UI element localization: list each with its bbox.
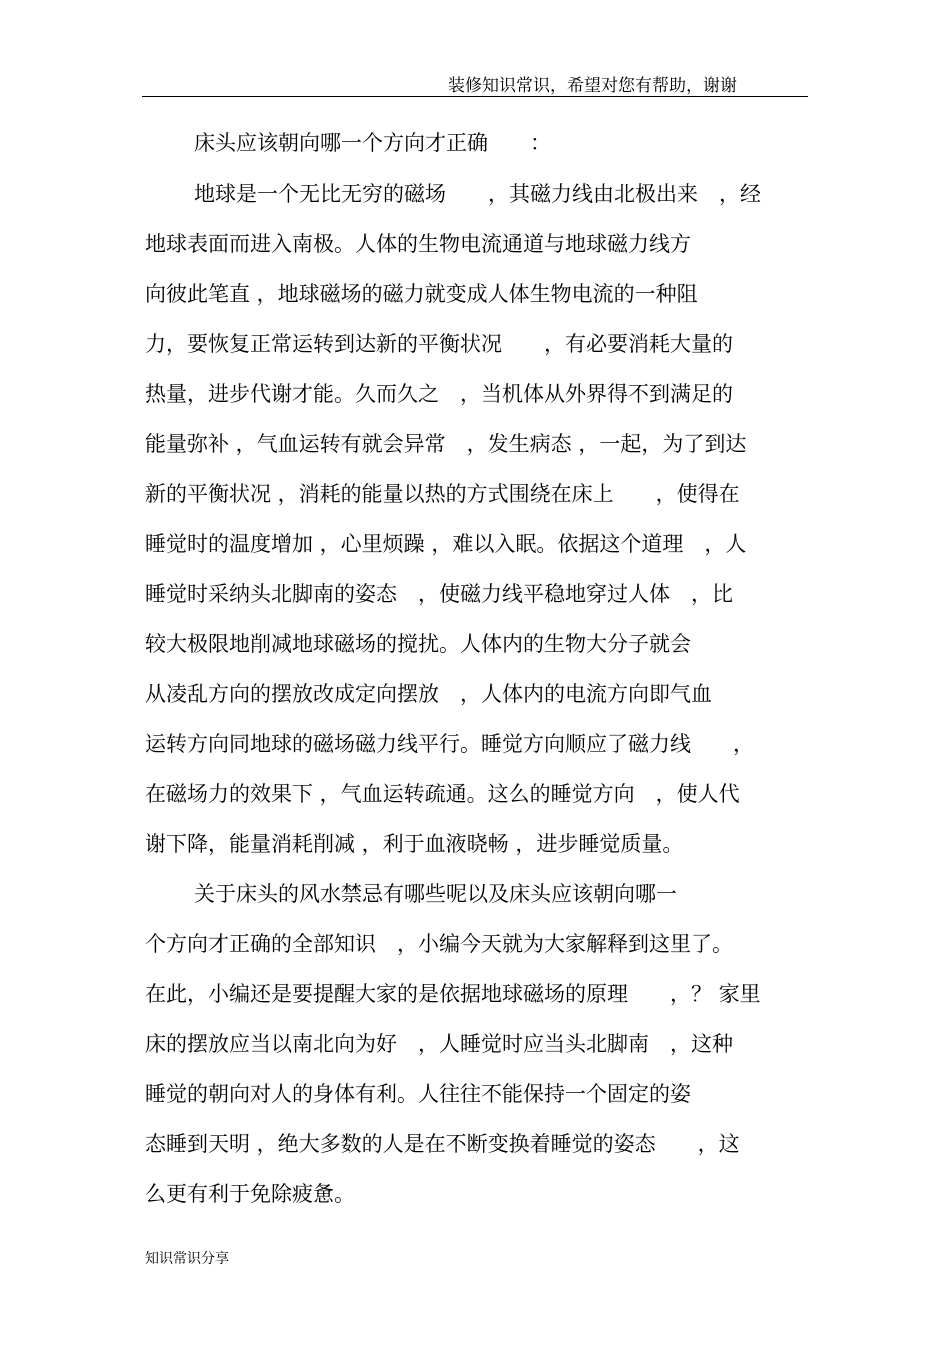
- body-line: 态睡到天明 ，绝大多数的人是在不断变换着睡觉的姿态 ，这: [145, 1132, 740, 1156]
- body-line: 床头应该朝向哪一个方向才正确 ：: [194, 131, 551, 155]
- body-line: 睡觉的朝向对人的身体有利。人往往不能保持一个固定的姿: [145, 1082, 691, 1106]
- body-line: 向彼此笔直 ，地球磁场的磁力就变成人体生物电流的一种阻: [145, 282, 698, 306]
- body-line: 个方向才正确的全部知识 ，小编今天就为大家解释到这里了。: [145, 932, 733, 956]
- body-line: 热量，进步代谢才能。久而久之 ，当机体从外界得不到满足的: [145, 382, 733, 406]
- body-line: 睡觉时的温度增加 ，心里烦躁 ，难以入眠。依据这个道理 ，人: [145, 532, 747, 556]
- body-line: 在磁场力的效果下 ，气血运转疏通。这么的睡觉方向 ，使人代: [145, 782, 740, 806]
- body-line: 地球表面而进入南极。人体的生物电流通道与地球磁力线方: [145, 232, 691, 256]
- body-line: 床的摆放应当以南北向为好 ，人睡觉时应当头北脚南 ，这种: [145, 1032, 733, 1056]
- body-line: 在此，小编还是要提醒大家的是依据地球磁场的原理 ，？ 家里: [145, 982, 761, 1006]
- body-line: 运转方向同地球的磁场磁力线平行。睡觉方向顺应了磁力线 ，: [145, 732, 754, 756]
- body-line: 么更有利于免除疲惫。: [145, 1182, 355, 1206]
- page-header: 装修知识常识，希望对您有帮助，谢谢: [448, 76, 737, 96]
- body-line: 关于床头的风水禁忌有哪些呢以及床头应该朝向哪一: [194, 882, 677, 906]
- body-line: 较大极限地削减地球磁场的搅扰。人体内的生物大分子就会: [145, 632, 691, 656]
- header-rule: [142, 96, 808, 97]
- body-line: 能量弥补 ，气血运转有就会异常 ，发生病态 ，一起，为了到达: [145, 432, 747, 456]
- body-line: 地球是一个无比无穷的磁场 ，其磁力线由北极出来 ，经: [194, 182, 761, 206]
- body-line: 新的平衡状况 ，消耗的能量以热的方式围绕在床上 ，使得在: [145, 482, 740, 506]
- body-line: 力，要恢复正常运转到达新的平衡状况 ，有必要消耗大量的: [145, 332, 733, 356]
- page-footer: 知识常识分享: [145, 1251, 229, 1267]
- body-line: 睡觉时采纳头北脚南的姿态 ，使磁力线平稳地穿过人体 ，比: [145, 582, 733, 606]
- body-line: 从凌乱方向的摆放改成定向摆放 ，人体内的电流方向即气血: [145, 682, 712, 706]
- body-line: 谢下降，能量消耗削减 ，利于血液晓畅 ，进步睡觉质量。: [145, 832, 684, 856]
